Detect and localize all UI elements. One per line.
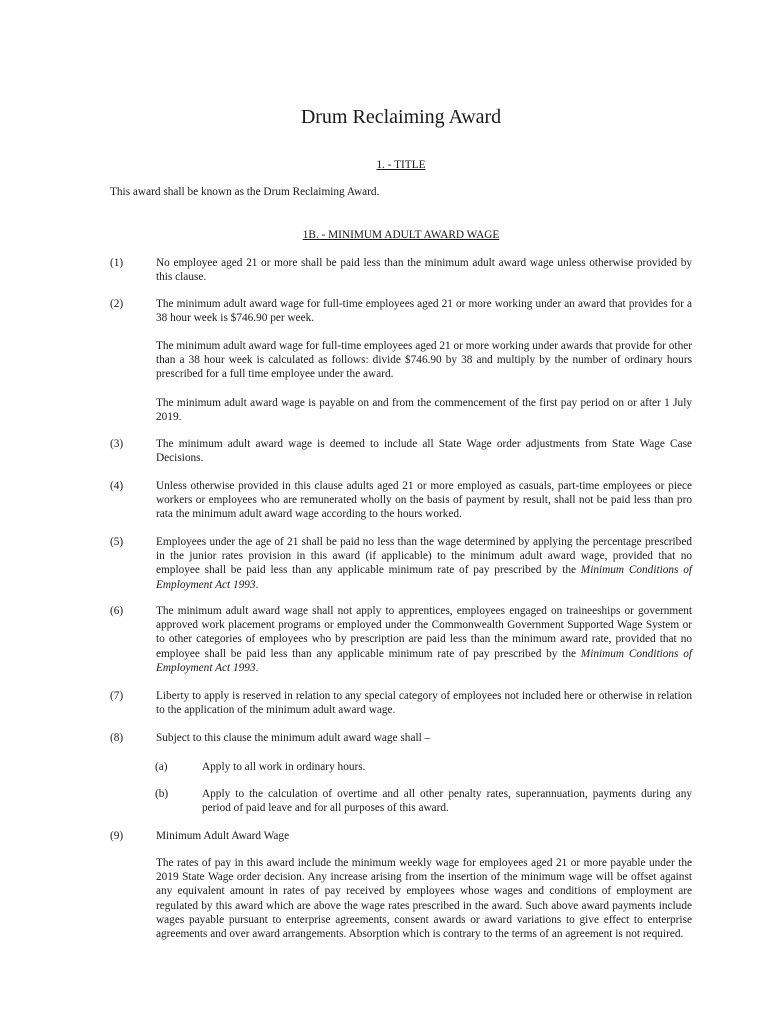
clause-text [156, 604, 692, 675]
subclause-text: Apply to all work in ordinary hours. [202, 761, 366, 773]
clause-number: (8) [110, 732, 124, 744]
document-title: Drum Reclaiming Award [300, 106, 502, 128]
clause-number: (1) [110, 257, 124, 269]
clause-number: (3) [110, 438, 124, 450]
clause-text: The minimum adult award wage is deemed to include all State Wage order adjustments from State Wage Case Decisions. [156, 438, 692, 465]
clause-text-body: Employees under the age of 21 shall be paid no less than the wage determined by applying the percentage prescribed in the junior rates provision in this award (if applicable) to the minimum adult award wage, provided that no employee shall be paid less than any applicable minimum rate of pay prescribed by the [156, 536, 692, 577]
clause-text: No employee aged 21 or more shall be paid less than the minimum adult award wage unless otherwise provided by this clause. [156, 257, 692, 284]
clause-text-body: The minimum adult award wage shall not apply to apprentices, employees engaged on traineeships or government approved work placement programs or employed under the Commonwealth Government Supported Wage System or to other categories of employees who by prescription are paid less than the minimum award rate, provided that no employee shall be paid less than any applicable minimum rate of pay prescribed by the [156, 605, 692, 660]
clause-number: (9) [110, 830, 124, 842]
subclause-number: (b) [155, 788, 169, 800]
clause-text: Liberty to apply is reserved in relation to any special category of employees not included here or otherwise in relation to the application of the minimum adult award wage. [156, 690, 692, 717]
act-reference: Minimum Conditions of Employment Act 1993 [156, 564, 692, 591]
clause-text: Minimum Adult Award Wage [156, 830, 290, 842]
clause-text-end: . [255, 661, 259, 674]
subclause-number: (a) [155, 761, 168, 773]
clause-paragraph: The minimum adult award wage for full-time employees aged 21 or more working under awards that provide for other than a 38 hour week is calculated as follows: divide $746.90 by 38 and multiply by the number of ordinary hours prescribed for a full time employee under the award. [156, 340, 692, 381]
clause-text: Unless otherwise provided in this clause adults aged 21 or more employed as casuals, part-time employees or piece workers or employees who are remunerated wholly on the basis of payment by result, shall not be paid less than pro rata the minimum adult award wage according to the hours worked. [156, 480, 692, 521]
clause-paragraph: The rates of pay in this award include the minimum weekly wage for employees aged 21 or more payable under the 2019 State Wage order decision. Any increase arising from the insertion of the minimum wage will be offset against any equivalent amount in rates of pay received by employees whose wages and conditions of employment are regulated by this award which are above the wage rates prescribed in the award. Such above award payments include wages payable pursuant to enterprise agreements, consent awards or award variations to give effect to enterprise agreements and over award arrangements. Absorption which is contrary to the terms of an agreement is not required. [156, 857, 692, 941]
clause-paragraph: The minimum adult award wage is payable on and from the commencement of the first pay period on or after 1 July 2019. [156, 397, 692, 424]
clause-text [156, 535, 692, 592]
clause-number: (7) [110, 690, 124, 702]
clause-text: The minimum adult award wage for full-time employees aged 21 or more working under an award that provides for a 38 hour week is $746.90 per week. [156, 298, 692, 325]
section-title-text: This award shall be known as the Drum Reclaiming Award. [110, 186, 380, 198]
clause-number: (6) [110, 605, 124, 617]
section-heading-minimum-wage: 1B. - MINIMUM ADULT AWARD WAGE [302, 229, 500, 241]
clause-number: (5) [110, 536, 124, 548]
subclause-text: Apply to the calculation of overtime and all other penalty rates, superannuation, payments during any period of paid leave and for all purposes of this award. [202, 788, 692, 815]
clause-number: (4) [110, 480, 124, 492]
clause-text-end: . [255, 578, 259, 591]
clause-text: Subject to this clause the minimum adult award wage shall – [156, 732, 431, 744]
clause-number: (2) [110, 298, 124, 310]
act-reference: Minimum Conditions of Employment Act 1993 [156, 647, 692, 674]
section-heading-title: 1. - TITLE [376, 159, 426, 171]
